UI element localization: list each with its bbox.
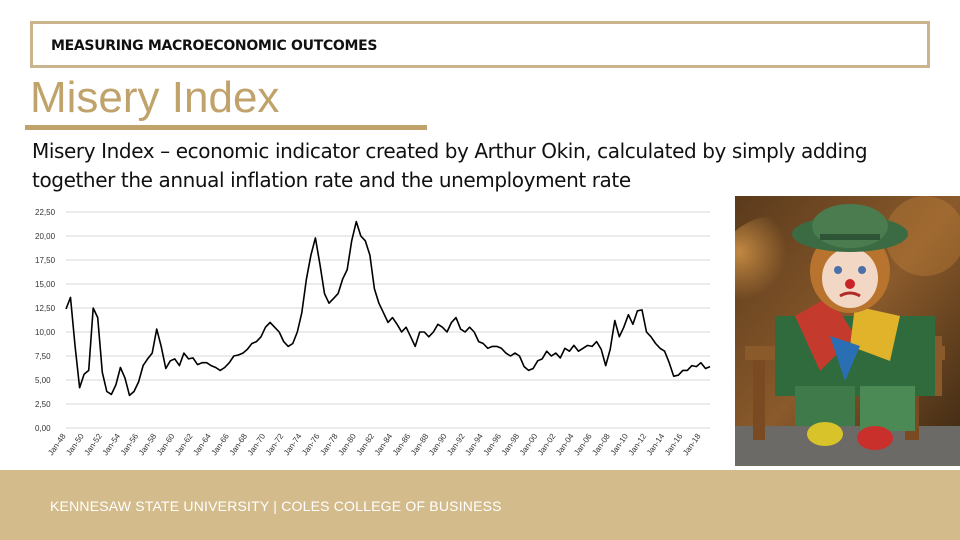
x-tick-label: Jan-62 [173,431,195,458]
slide-title: Misery Index [30,73,280,122]
x-tick-label: Jan-56 [118,431,141,458]
chart-y-axis [35,208,56,433]
footer-text: KENNESAW STATE UNIVERSITY | COLES COLLEGE OF BUSINESS [50,498,502,514]
x-tick-label: Jan-06 [572,431,594,458]
x-tick-label: Jan-60 [155,431,177,458]
y-tick-label: 7,50 [35,352,51,361]
definition-body: – economic indicator created by Arthur Okin, calculated by simply adding together the annual inflation rate and the unemployment rate [32,139,868,192]
x-tick-label: Jan-04 [554,431,576,458]
x-tick-label: Jan-78 [318,431,340,458]
chart-x-axis [46,432,703,458]
y-tick-label: 0,00 [35,424,51,433]
x-tick-label: Jan-86 [390,431,413,458]
y-tick-label: 17,50 [35,256,56,265]
x-tick-label: Jan-16 [663,431,685,458]
y-tick-label: 20,00 [35,232,56,241]
x-tick-label: Jan-98 [499,431,522,458]
x-tick-label: Jan-80 [336,431,358,458]
x-tick-label: Jan-08 [590,431,612,458]
x-tick-label: Jan-12 [626,431,649,458]
title-underline [25,125,427,130]
x-tick-label: Jan-84 [372,431,395,458]
x-tick-label: Jan-14 [644,431,667,458]
definition-term: Misery Index [32,139,155,163]
x-tick-label: Jan-68 [227,431,250,458]
section-header-box [30,21,930,68]
clown-doll-illustration [735,196,960,466]
x-tick-label: Jan-70 [245,431,268,458]
x-tick-label: Jan-90 [427,431,449,458]
x-tick-label: Jan-96 [481,431,504,458]
x-tick-label: Jan-00 [517,431,540,458]
x-tick-label: Jan-52 [82,431,104,458]
x-tick-label: Jan-02 [536,431,558,458]
y-tick-label: 2,50 [35,400,51,409]
x-tick-label: Jan-58 [136,431,159,458]
chart-gridlines [66,212,710,428]
y-tick-label: 10,00 [35,328,56,337]
y-tick-label: 12,50 [35,304,56,313]
x-tick-label: Jan-18 [681,431,703,458]
x-tick-label: Jan-50 [64,431,86,458]
x-tick-label: Jan-66 [209,431,231,458]
x-tick-label: Jan-92 [445,431,467,458]
x-tick-label: Jan-94 [463,431,485,458]
x-tick-label: Jan-82 [354,431,377,458]
y-tick-label: 5,00 [35,376,51,385]
y-tick-label: 15,00 [35,280,56,289]
misery-index-chart [0,195,730,470]
x-tick-label: Jan-64 [191,431,213,458]
definition-text [32,137,932,195]
section-kicker: MEASURING MACROECONOMIC OUTCOMES [51,38,378,54]
clown-doll-photo [735,196,960,466]
x-tick-label: Jan-74 [282,431,304,458]
y-tick-label: 22,50 [35,208,56,217]
x-tick-label: Jan-76 [300,431,322,458]
x-tick-label: Jan-72 [263,431,286,458]
x-tick-label: Jan-10 [608,431,631,458]
x-tick-label: Jan-48 [46,431,68,458]
x-tick-label: Jan-88 [409,431,431,458]
x-tick-label: Jan-54 [100,431,123,458]
footer-bar [0,470,960,540]
